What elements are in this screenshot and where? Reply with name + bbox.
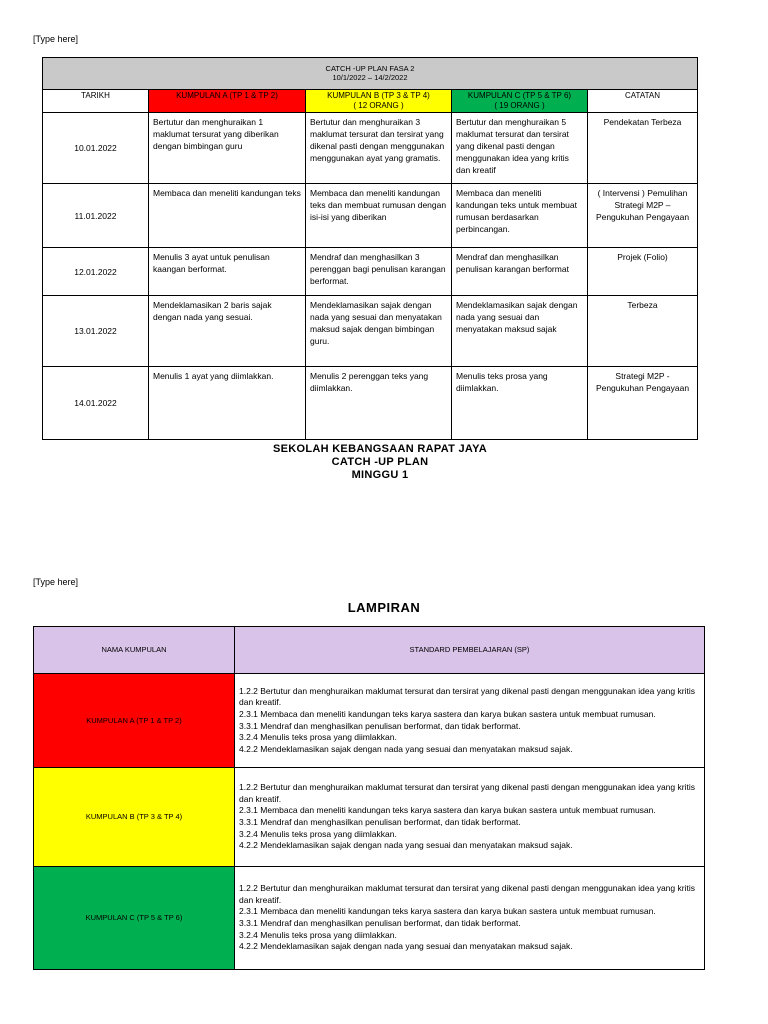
standard-item: 3.2.4 Menulis teks prosa yang diimlakkan.: [239, 732, 397, 743]
standard-item: 4.2.2 Mendeklamasikan sajak dengan nada yang sesuai dan menyatakan maksud sajak.: [239, 941, 573, 952]
standard-item: 3.3.1 Mendraf dan menghasilkan penulisan berformat, dan tidak berformat.: [239, 918, 521, 928]
row-date: 13.01.2022: [43, 296, 149, 367]
catch-up-plan-table: [42, 57, 698, 440]
group-name: KUMPULAN C (TP 5 & TP 6): [34, 867, 235, 970]
page-header-placeholder: [Type here]: [33, 577, 79, 587]
row-group-a: Menulis 1 ayat yang diimlakkan.: [149, 367, 306, 440]
standard-item: 4.2.2 Mendeklamasikan sajak dengan nada yang sesuai dan menyatakan maksud sajak.: [239, 743, 573, 754]
header-group-b: [306, 90, 452, 113]
standard-item: 2.3.1 Membaca dan meneliti kandungan teks karya sastera dan karya bukan sastera untuk membuat rumusan.: [239, 805, 656, 816]
group-name: KUMPULAN B (TP 3 & TP 4): [34, 768, 235, 867]
table-row: [34, 768, 705, 867]
table-row: [34, 674, 705, 768]
footer-plan-title: CATCH -UP PLAN: [331, 456, 429, 468]
row-group-a: Bertutur dan menghuraikan 1 maklumat tersurat yang diberikan dengan bimbingan guru: [149, 113, 306, 184]
row-group-b: Mendraf dan menghasilkan 3 perenggan bagi penulisan karangan berformat.: [306, 248, 452, 296]
standard-list: [235, 768, 705, 867]
plan-title: CATCH -UP PLAN FASA 2: [325, 64, 415, 73]
group-name: KUMPULAN A (TP 1 & TP 2): [34, 674, 235, 768]
row-group-a: Membaca dan meneliti kandungan teks: [149, 184, 306, 248]
row-note: Terbeza: [588, 296, 698, 367]
row-date: 10.01.2022: [43, 113, 149, 184]
table-row: [43, 296, 698, 367]
row-date: 11.01.2022: [43, 184, 149, 248]
plan-title-cell: [43, 58, 698, 90]
standard-item: 2.3.1 Membaca dan meneliti kandungan teks karya sastera dan karya bukan sastera untuk membuat rumusan.: [239, 906, 656, 917]
header-group-a: KUMPULAN A (TP 1 & TP 2): [149, 90, 306, 113]
standard-item: 1.2.2 Bertutur dan menghuraikan maklumat tersurat dan tersirat yang dikenal pasti dengan menggunakan idea yang kritis dan kreatif.: [239, 782, 695, 804]
standard-item: 3.3.1 Mendraf dan menghasilkan penulisan berformat, dan tidak berformat.: [239, 817, 521, 827]
header-group-c-count: ( 19 ORANG ): [494, 101, 545, 110]
standard-item: 1.2.2 Bertutur dan menghuraikan maklumat tersurat dan tersirat yang dikenal pasti dengan menggunakan idea yang kritis dan kreatif.: [239, 685, 695, 708]
row-group-c: Bertutur dan menghuraikan 5 maklumat tersurat dan tersirat yang dikenal pasti dengan menggunakan idea yang kritis dan kreatif: [452, 113, 588, 184]
header-standard: STANDARD PEMBELAJARAN (SP): [235, 627, 705, 674]
row-group-b: Bertutur dan menghuraikan 3 maklumat tersurat dan tersirat yang dikenal pasti dengan menggunakan menggunakan ayat yang gramatis.: [306, 113, 452, 184]
lampiran-title: LAMPIRAN: [347, 600, 421, 615]
table-row: [34, 867, 705, 970]
row-group-b: Membaca dan meneliti kandungan teks dan membuat rumusan dengan isi-isi yang diberikan: [306, 184, 452, 248]
header-group-b-count: ( 12 ORANG ): [353, 101, 404, 110]
row-note: Projek (Folio): [588, 248, 698, 296]
footer-week: MINGGU 1: [351, 469, 409, 481]
lampiran-table: [33, 626, 705, 970]
row-group-c: Mendeklamasikan sajak dengan nada yang sesuai dan menyatakan maksud sajak: [452, 296, 588, 367]
standard-list: [235, 867, 705, 970]
standard-item: 3.2.4 Menulis teks prosa yang diimlakkan.: [239, 828, 397, 839]
row-group-b: Mendeklamasikan sajak dengan nada yang sesuai dan menyatakan maksud sajak dengan bimbingan guru.: [306, 296, 452, 367]
row-note: ( Intervensi ) Pemulihan Strategi M2P – Pengukuhan Pengayaan: [588, 184, 698, 248]
standard-item: 3.2.4 Menulis teks prosa yang diimlakkan.: [239, 929, 397, 940]
header-group-b-label: KUMPULAN B (TP 3 & TP 4): [327, 91, 430, 100]
standard-item: 1.2.2 Bertutur dan menghuraikan maklumat tersurat dan tersirat yang dikenal pasti dengan menggunakan idea yang kritis dan kreatif.: [239, 883, 695, 905]
standard-item: 4.2.2 Mendeklamasikan sajak dengan nada yang sesuai dan menyatakan maksud sajak.: [239, 840, 573, 851]
standard-list: [235, 674, 705, 768]
standard-item: 2.3.1 Membaca dan meneliti kandungan teks karya sastera dan karya bukan sastera untuk membuat rumusan.: [239, 708, 656, 719]
header-tarikh: TARIKH: [43, 90, 149, 113]
row-note: Strategi M2P - Pengukuhan Pengayaan: [588, 367, 698, 440]
row-date: 12.01.2022: [43, 248, 149, 296]
header-group-c: [452, 90, 588, 113]
header-catatan: CATATAN: [588, 90, 698, 113]
table-row: [43, 248, 698, 296]
row-note: Pendekatan Terbeza: [588, 113, 698, 184]
header-group-c-label: KUMPULAN C (TP 5 & TP 6): [467, 91, 572, 100]
table-row: [43, 367, 698, 440]
header-group-name: NAMA KUMPULAN: [34, 627, 235, 674]
page-header-placeholder: [Type here]: [33, 34, 79, 44]
row-group-c: Mendraf dan menghasilkan penulisan karangan berformat: [452, 248, 588, 296]
row-group-a: Mendeklamasikan 2 baris sajak dengan nada yang sesuai.: [149, 296, 306, 367]
row-group-c: Membaca dan meneliti kandungan teks untuk membuat rumusan berdasarkan perbincangan.: [452, 184, 588, 248]
row-group-a: Menulis 3 ayat untuk penulisan kaangan berformat.: [149, 248, 306, 296]
row-group-b: Menulis 2 perenggan teks yang diimlakkan.: [306, 367, 452, 440]
row-group-c: Menulis teks prosa yang diimlakkan.: [452, 367, 588, 440]
table-row: [43, 184, 698, 248]
school-name: SEKOLAH KEBANGSAAN RAPAT JAYA: [272, 443, 488, 455]
plan-period: 10/1/2022 – 14/2/2022: [332, 73, 408, 82]
row-date: 14.01.2022: [43, 367, 149, 440]
standard-item: 3.3.1 Mendraf dan menghasilkan penulisan berformat, dan tidak berformat.: [239, 720, 521, 731]
table-row: [43, 113, 698, 184]
